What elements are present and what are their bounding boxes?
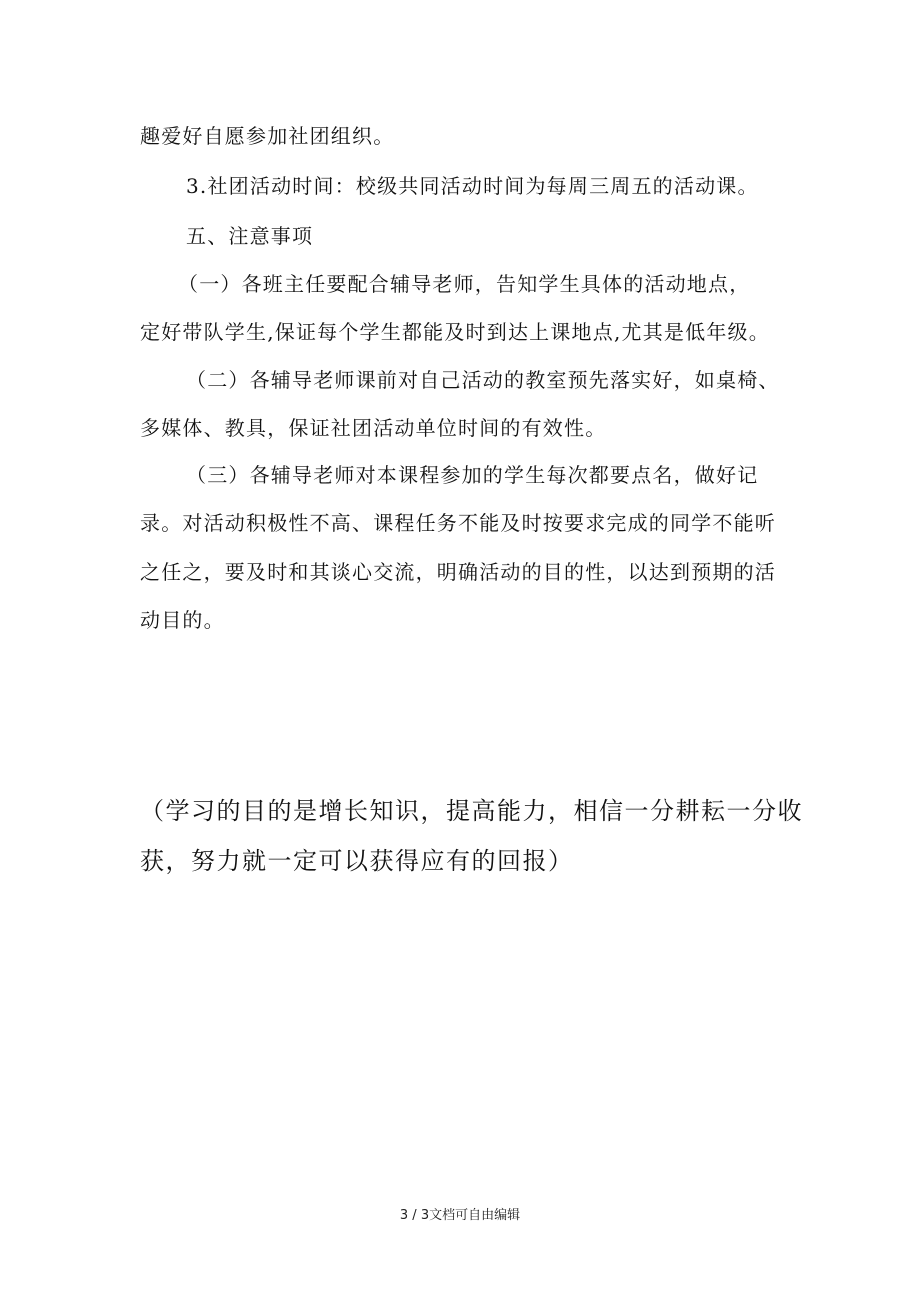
paragraph-line: 动目的。 <box>140 608 225 632</box>
closing-quote-line: 获，努力就一定可以获得应有的回报） <box>140 847 574 875</box>
paragraph-line: 录。对活动积极性不高、课程任务不能及时按要求完成的同学不能听 <box>140 511 776 535</box>
page-footer: 3 / 3文档可自由编辑 <box>399 1208 521 1223</box>
paragraph-line: 定好带队学生,保证每个学生都能及时到达上课地点,尤其是低年级。 <box>140 320 770 344</box>
paragraph-line: （一）各班主任要配合辅导老师，告知学生具体的活动地点， <box>178 272 751 296</box>
paragraph-line: （二）各辅导老师课前对自己活动的教室预先落实好，如桌椅、 <box>186 368 780 392</box>
paragraph-line: 3.社团活动时间：校级共同活动时间为每周三周五的活动课。 <box>186 174 759 198</box>
section-heading: 五、注意事项 <box>186 224 314 248</box>
paragraph-line: （三）各辅导老师对本课程参加的学生每次都要点名，做好记 <box>186 463 759 487</box>
paragraph-line: 之任之，要及时和其谈心交流，明确活动的目的性，以达到预期的活 <box>140 560 776 584</box>
closing-quote-line: （学习的目的是增长知识，提高能力，相信一分耕耘一分收 <box>140 797 803 825</box>
paragraph-line: 多媒体、教具，保证社团活动单位时间的有效性。 <box>140 416 607 440</box>
paragraph-line: 趣爱好自愿参加社团组织。 <box>140 124 395 148</box>
